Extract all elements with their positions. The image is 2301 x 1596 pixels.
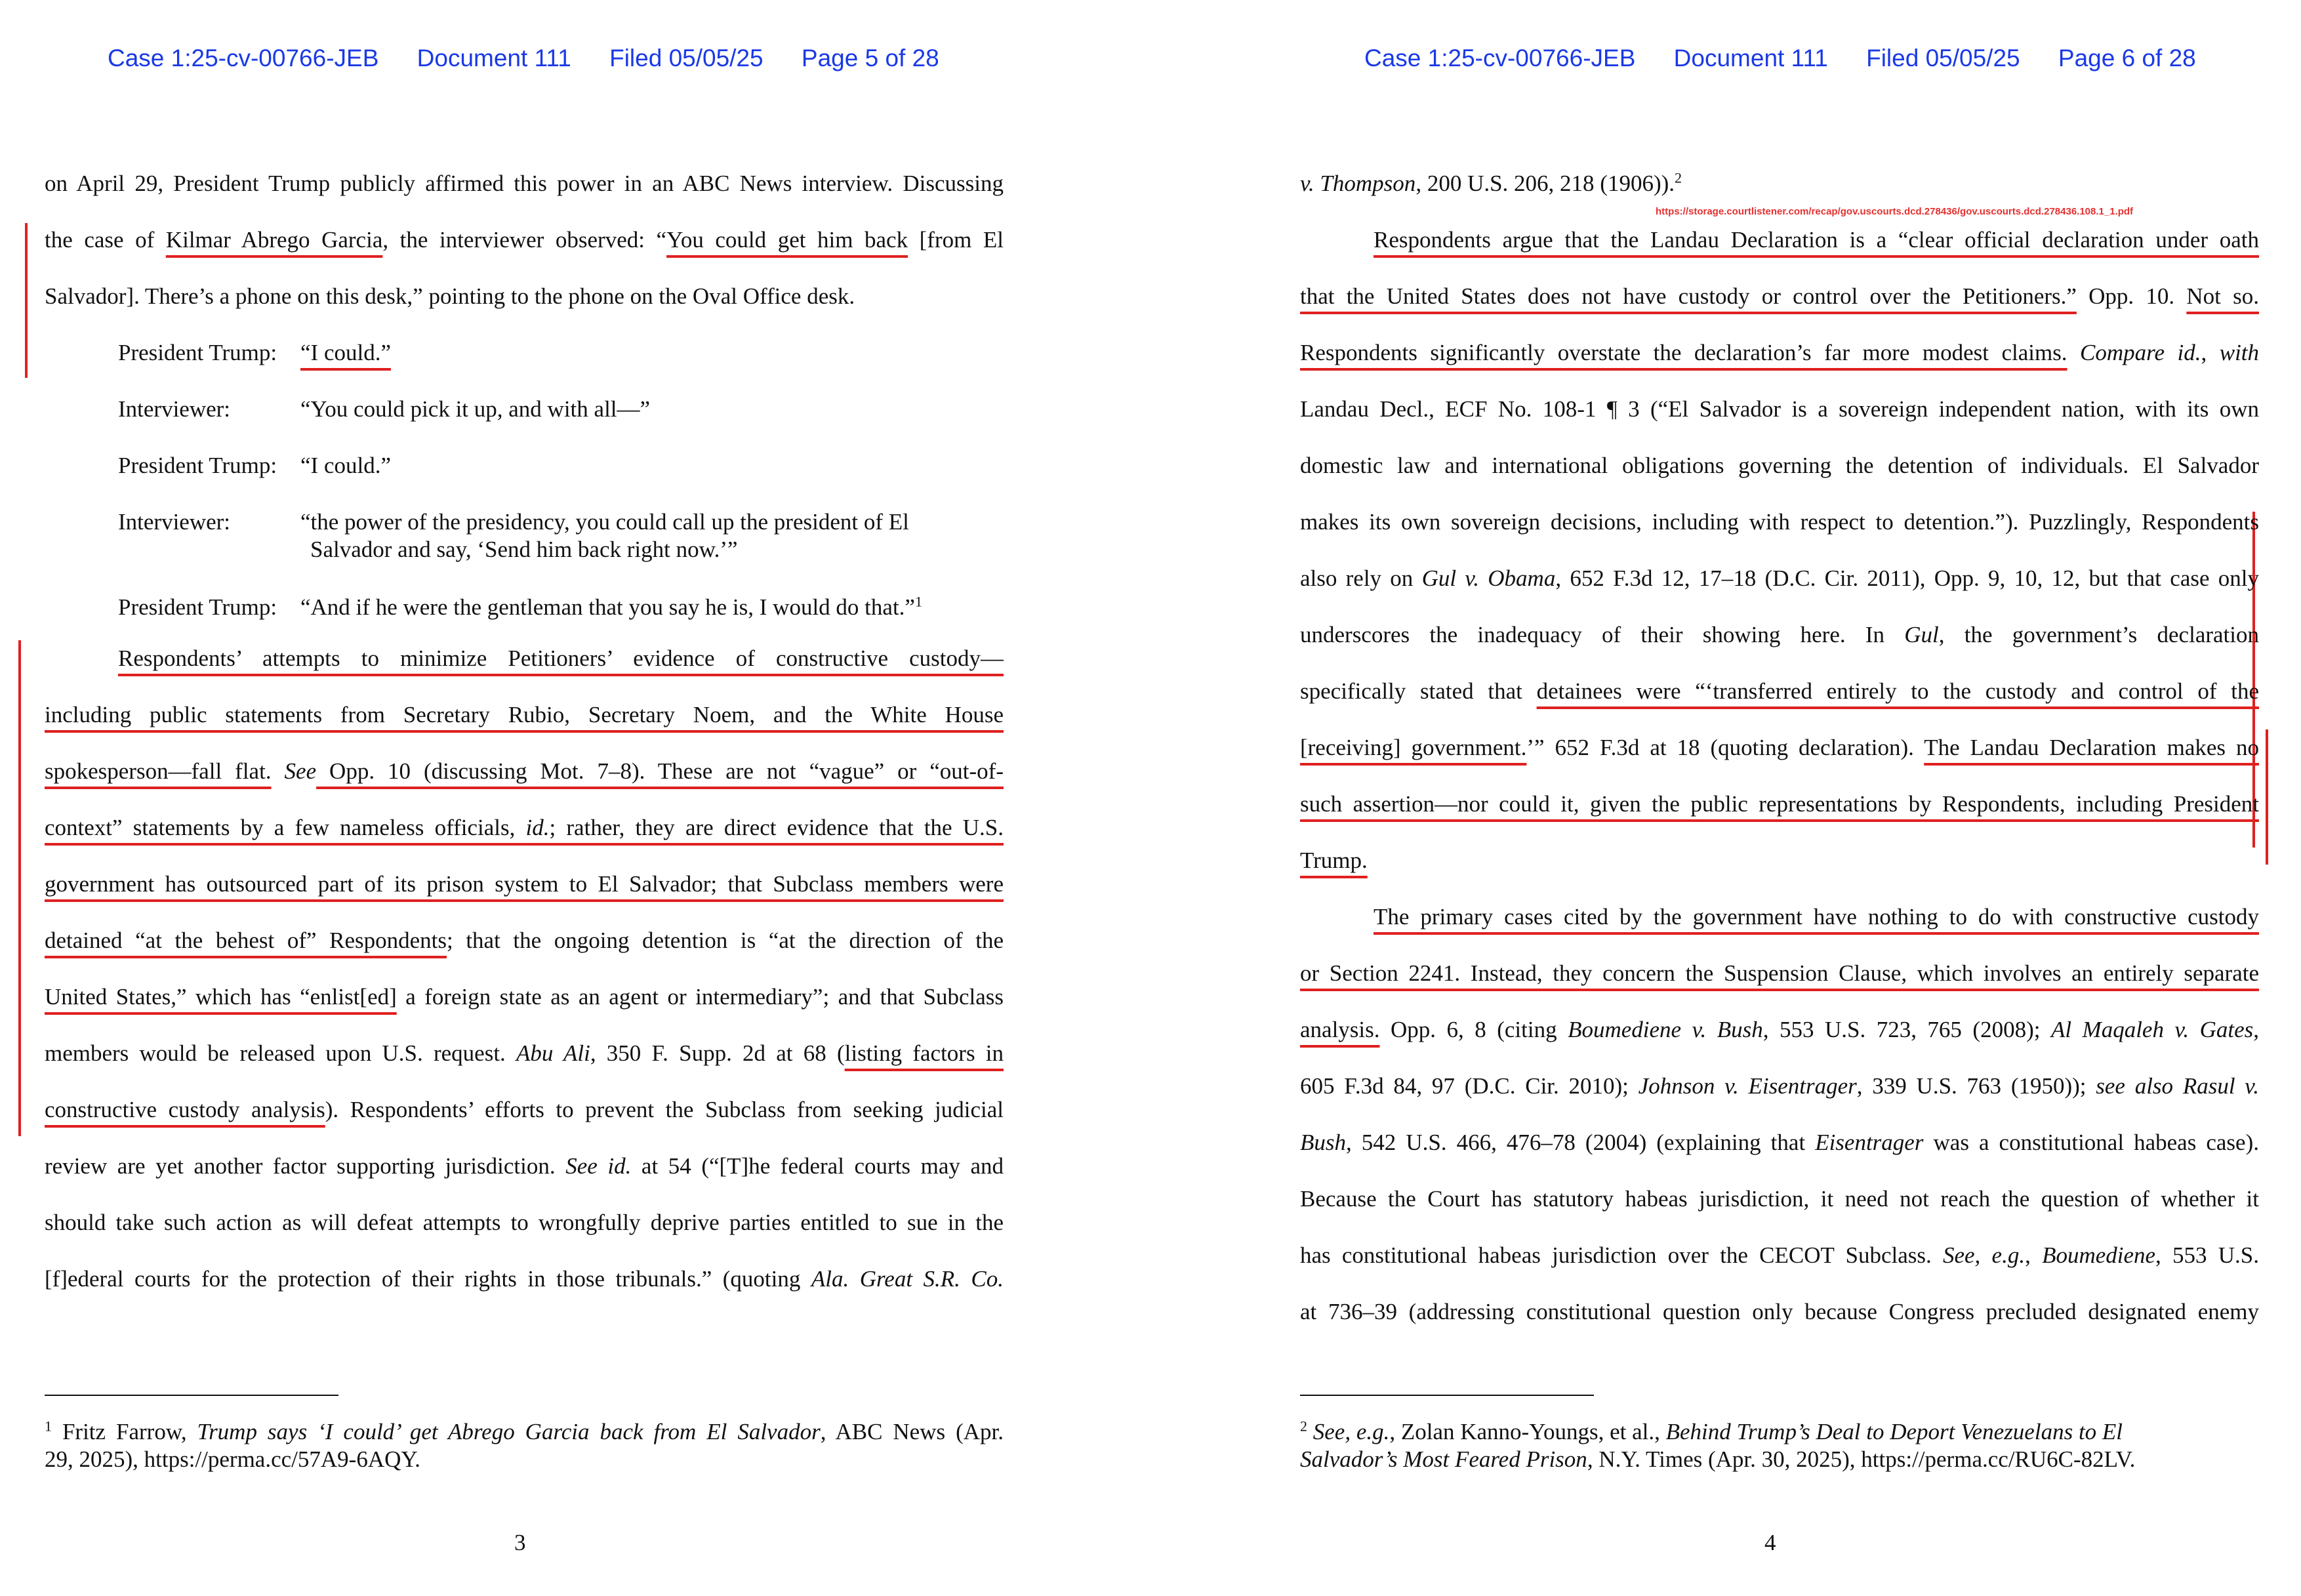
margin-mark: [18, 640, 21, 1136]
document-number: Document 111: [417, 45, 571, 72]
footnote-ref: 2: [1675, 169, 1682, 186]
text-line: makes its own sovereign decisions, including with respect to detention.”). Puzzlingly, Respondents: [1300, 509, 2259, 535]
highlight: You could get him back: [666, 227, 908, 253]
dialogue-row: President Trump: “I could.”: [118, 453, 391, 478]
text-line: including public statements from Secretary Rubio, Secretary Noem, and the White House: [45, 702, 1004, 727]
text-line: constructive custody analysis). Respondents’ efforts to prevent the Subclass from seeking judicial: [45, 1097, 1004, 1122]
case-number: Case 1:25-cv-00766-JEB: [1364, 45, 1636, 72]
highlight: “I could.”: [300, 340, 391, 365]
text-line: Respondents significantly overstate the declaration’s far more modest claims. Compare id., with: [1300, 340, 2259, 365]
page-body: [45, 163, 1004, 1315]
text-line: has constitutional habeas jurisdiction over the CECOT Subclass. See, e.g., Boumediene, 553 U.S.: [1300, 1242, 2259, 1268]
text-line: review are yet another factor supporting jurisdiction. See id. at 54 (“[T]he federal courts may and: [45, 1153, 1004, 1179]
text-line: [f]ederal courts for the protection of their rights in those tribunals.” (quoting Ala. Great S.R. Co.: [45, 1266, 1004, 1292]
text-line: the case of Kilmar Abrego Garcia, the interviewer observed: “You could get him back [from El: [45, 227, 1004, 253]
margin-mark: [2266, 729, 2268, 865]
dialogue-row: Interviewer: “the power of the presidency, you could call up the president of El Salvador and say, ‘Send him back right now.’”: [118, 509, 909, 562]
text-line: Salvador]. There’s a phone on this desk,” pointing to the phone on the Oval Office desk.: [45, 283, 855, 309]
text-line: on April 29, President Trump publicly affirmed this power in an ABC News interview. Discussing: [45, 171, 1004, 196]
footnote: $^2$ See, e.g., Zolan Kanno-Youngs, et al., Behind Trump’s Deal to Deport Venezuelans to El Salvador’s Most Feared Prison, N.Y. Times (Apr. 30, 2025), https://perma.cc/RU6C-82LV.: [1300, 1418, 2136, 1472]
text-line: or Section 2241. Instead, they concern the Suspension Clause, which involves an entirely separate: [1300, 960, 2259, 986]
text-line: government has outsourced part of its prison system to El Salvador; that Subclass members were: [45, 871, 1004, 897]
page-body: [1300, 163, 2259, 1347]
text-line: also rely on Gul v. Obama, 652 F.3d 12, 17–18 (D.C. Cir. 2011), Opp. 9, 10, 12, but that case only: [1300, 565, 2259, 591]
text-line: The primary cases cited by the government have nothing to do with constructive custody: [1374, 904, 2259, 930]
text-line: domestic law and international obligations governing the detention of individuals. El Salvador: [1300, 453, 2259, 478]
filed-date: Filed 05/05/25: [1866, 45, 2020, 72]
page-indicator: Page 5 of 28: [801, 45, 939, 72]
text-line: spokesperson—fall flat. See Opp. 10 (discussing Mot. 7–8). These are not “vague” or “out-of-: [45, 758, 1004, 784]
page-number: 4: [1764, 1530, 1776, 1555]
footnote: $^1$ Fritz Farrow, Trump says ‘I could’ get Abrego Garcia back from El Salvador, ABC News (Apr. 29, 2025), https://perma.cc/57A9-6AQY.: [45, 1418, 1004, 1472]
text-line: members would be released upon U.S. request. Abu Ali, 350 F. Supp. 2d at 68 (listing factors in: [45, 1040, 1004, 1066]
text-line: should take such action as will defeat attempts to wrongfully deprive parties entitled to sue in the: [45, 1210, 1004, 1235]
dialogue-row: Interviewer: “You could pick it up, and with all—”: [118, 396, 651, 422]
text-line: context” statements by a few nameless officials, id.; rather, they are direct evidence that the U.S.: [45, 815, 1004, 840]
document-page-right: [1150, 0, 2301, 1596]
text-line: Trump.: [1300, 848, 1368, 873]
text-line: Landau Decl., ECF No. 108-1 ¶ 3 (“El Salvador is a sovereign independent nation, with its own: [1300, 396, 2259, 422]
text-line: v. Thompson, 200 U.S. 206, 218 (1906)).$^2$: [1300, 169, 1682, 196]
highlight: Kilmar Abrego Garcia: [165, 227, 383, 253]
text-line: such assertion—nor could it, given the public representations by Respondents, including President: [1300, 791, 2259, 817]
footnote-rule: [45, 1395, 338, 1396]
text-line: at 736–39 (addressing constitutional question only because Congress precluded designated enemy: [1300, 1299, 2259, 1324]
text-line: United States,” which has “enlist[ed] a foreign state as an agent or intermediary”; and that Subclass: [45, 984, 1004, 1010]
page-header: [1364, 45, 2228, 71]
footnote-rule: [1300, 1395, 1594, 1396]
text-line: Because the Court has statutory habeas jurisdiction, it need not reach the question of whether it: [1300, 1186, 2259, 1212]
text-line: 605 F.3d 84, 97 (D.C. Cir. 2010); Johnson v. Eisentrager, 339 U.S. 763 (1950)); see also Rasul v.: [1300, 1073, 2259, 1099]
page-header: [108, 45, 971, 71]
dialogue-row: President Trump: “I could.”: [45, 332, 1004, 388]
text-line: Respondents argue that the Landau Declaration is a “clear official declaration under oath: [1374, 227, 2259, 253]
text-line: Bush, 542 U.S. 466, 476–78 (2004) (explaining that Eisentrager was a constitutional habeas case).: [1300, 1130, 2259, 1155]
case-number: Case 1:25-cv-00766-JEB: [108, 45, 379, 72]
filed-date: Filed 05/05/25: [609, 45, 764, 72]
document-page-left: [0, 0, 1150, 1596]
page-number: 3: [514, 1530, 526, 1555]
margin-mark: [25, 223, 28, 378]
text-line: [receiving] government.’” 652 F.3d at 18 (quoting declaration). The Landau Declaration makes no: [1300, 735, 2259, 760]
text-line: Respondents’ attempts to minimize Petitioners’ evidence of constructive custody—: [118, 645, 1004, 671]
text-line: underscores the inadequacy of their showing here. In Gul, the government’s declaration: [1300, 622, 2259, 647]
source-url-stamp: https://storage.courtlistener.com/recap/gov.uscourts.dcd.278436/gov.uscourts.dcd.278436.108.1_1.pdf: [1656, 206, 2134, 217]
page-indicator: Page 6 of 28: [2058, 45, 2196, 72]
text-line: detained “at the behest of” Respondents; that the ongoing detention is “at the direction of the: [45, 928, 1004, 953]
text-line: specifically stated that detainees were “‘transferred entirely to the custody and control of the: [1300, 678, 2259, 704]
document-number: Document 111: [1673, 45, 1828, 72]
text-line: that the United States does not have custody or control over the Petitioners.” Opp. 10. Not so.: [1300, 283, 2259, 309]
footnote-ref: 1: [914, 593, 922, 610]
dialogue-row: President Trump: “And if he were the gentleman that you say he is, I would do that.”$^1$: [118, 593, 922, 620]
text-line: analysis. Opp. 6, 8 (citing Boumediene v. Bush, 553 U.S. 723, 765 (2008); Al Maqaleh v. Gates,: [1300, 1017, 2259, 1042]
